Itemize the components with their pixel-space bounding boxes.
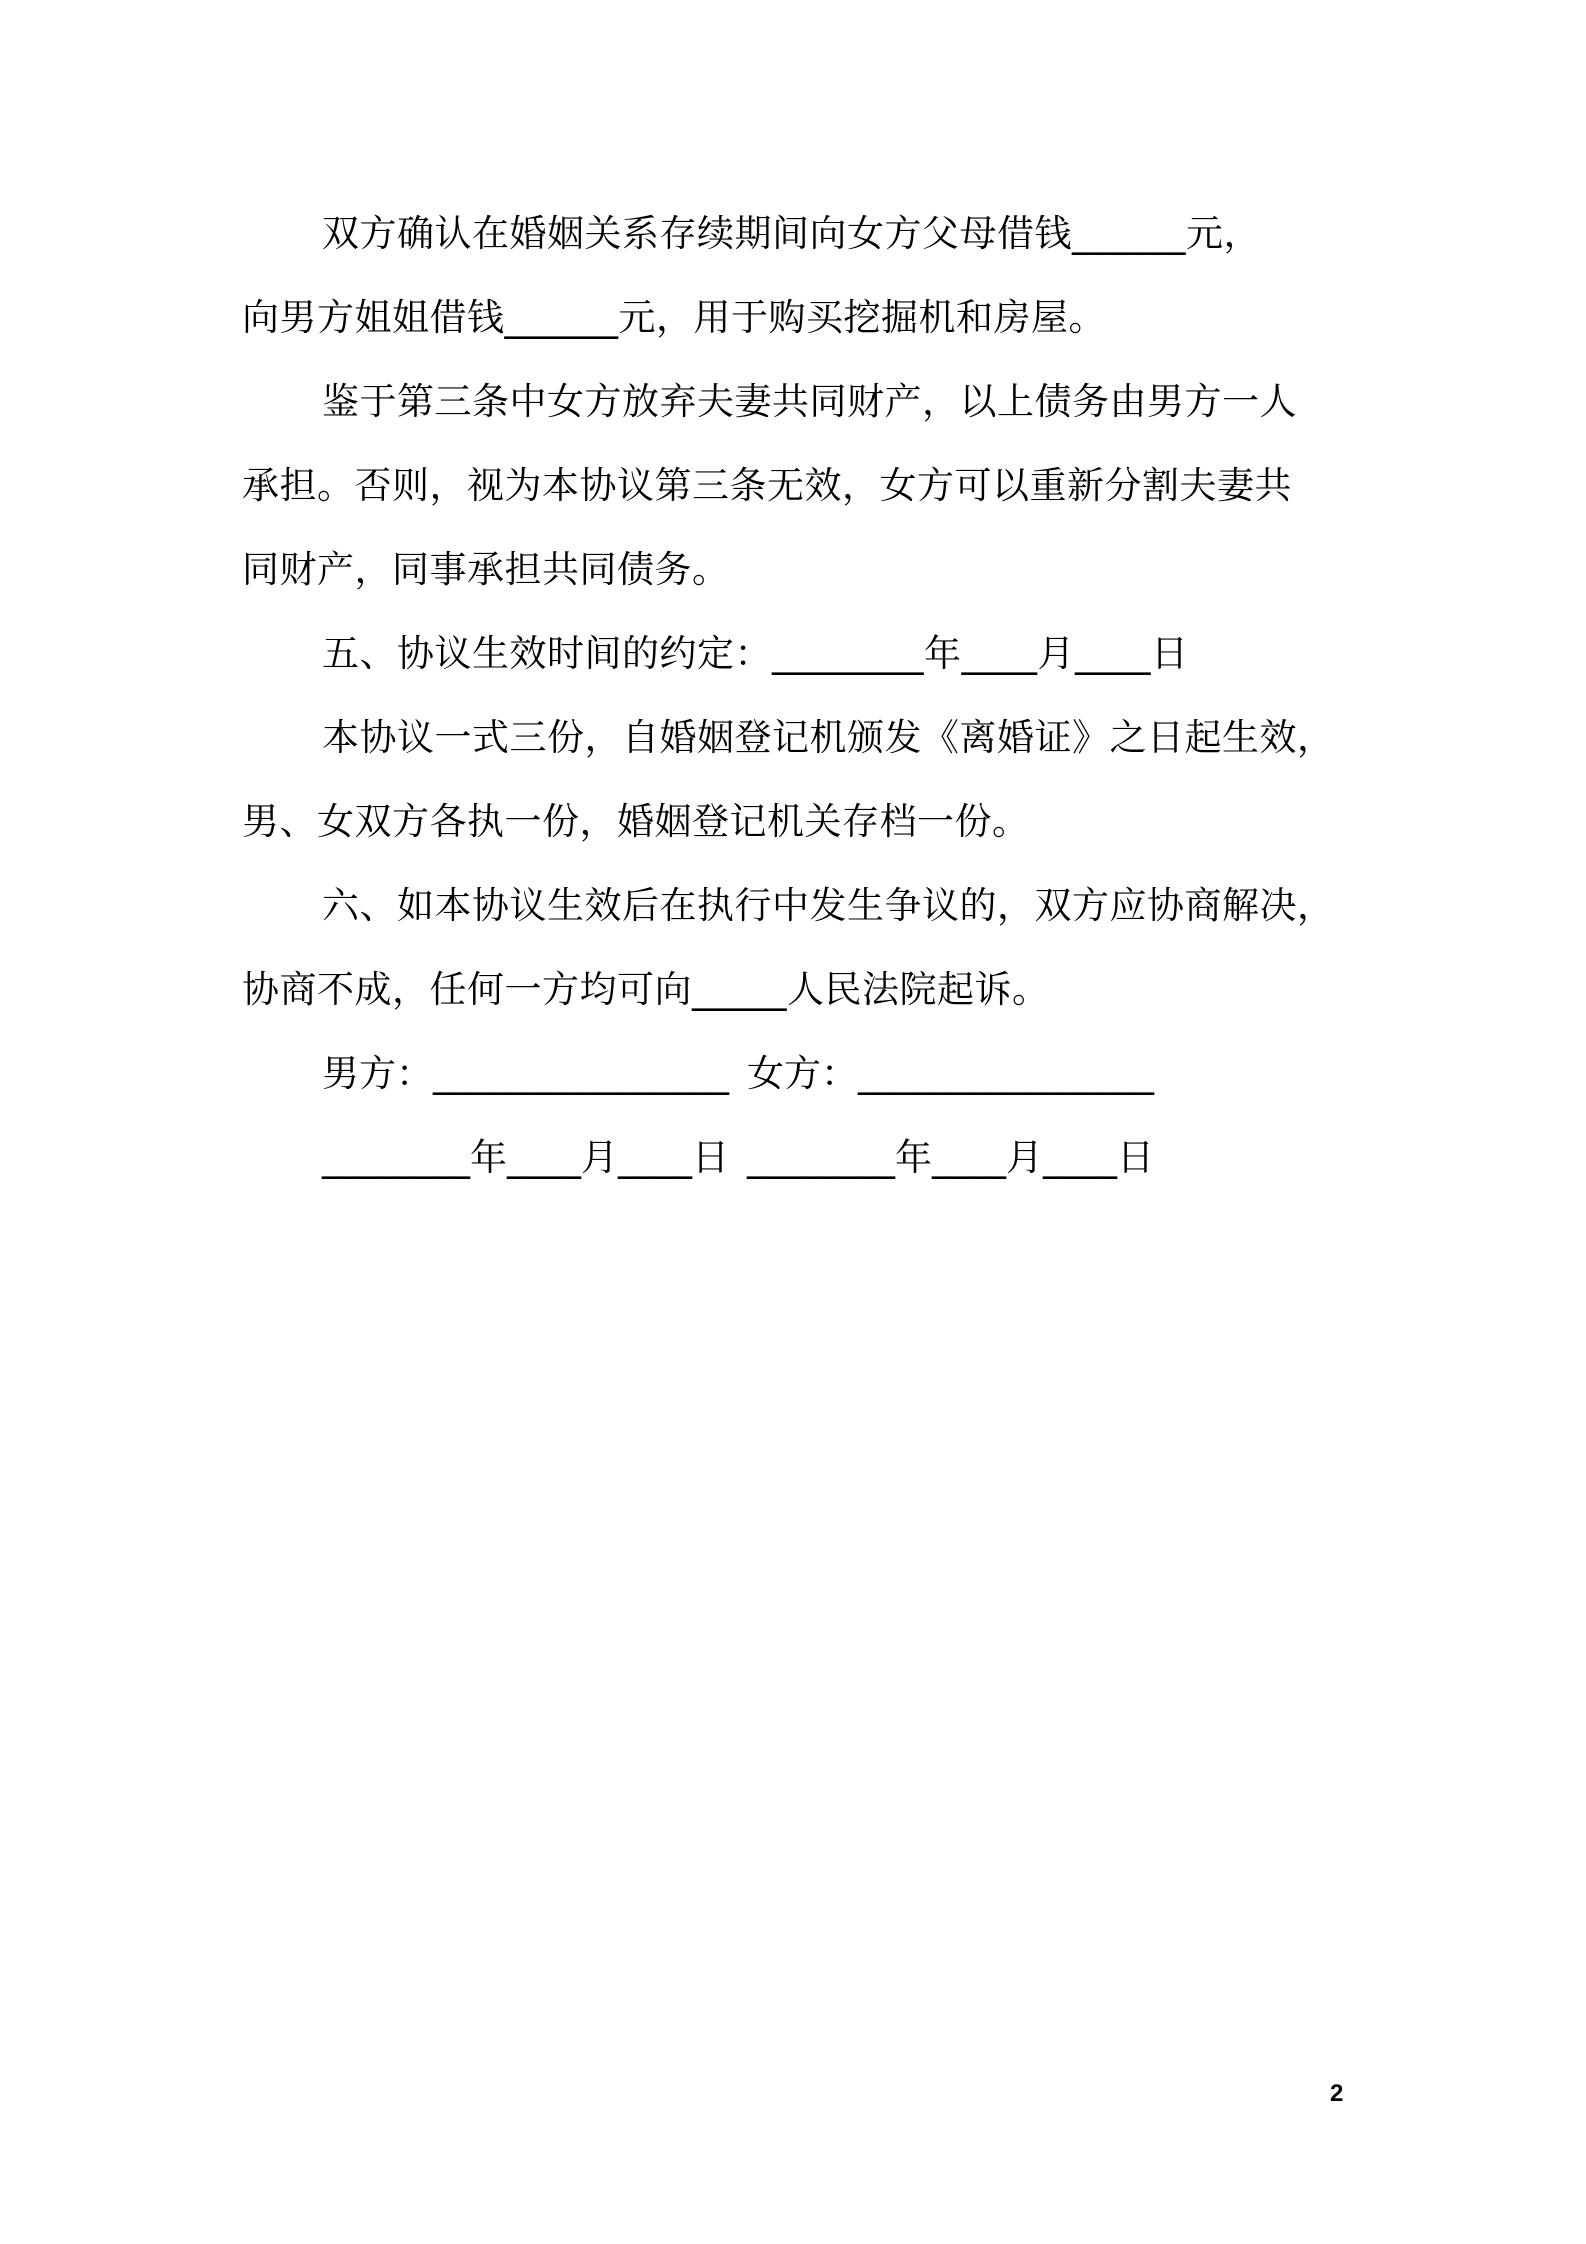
female-date-field: ________年____月____日 xyxy=(747,1136,1154,1179)
text-line: 承担。否则，视为本协议第三条无效，女方可以重新分割夫妻共 xyxy=(242,464,1292,507)
text-line: 同财产，同事承担共同债务。 xyxy=(242,548,730,591)
male-date-field: ________年____月____日 xyxy=(322,1136,729,1179)
text-line: 协商不成，任何一方均可向_____人民法院起诉。 xyxy=(242,968,1050,1011)
text-line: 五、协议生效时间的约定：________年____月____日 xyxy=(322,632,1189,675)
paragraph-loans xyxy=(242,192,1362,360)
section-five-heading xyxy=(242,612,1362,696)
text-line: 男、女双方各执一份，婚姻登记机关存档一份。 xyxy=(242,800,1030,843)
signature-names-row xyxy=(242,1032,1362,1116)
text-line: 六、如本协议生效后在执行中发生争议的，双方应协商解决， xyxy=(322,884,1335,927)
text-line: 鉴于第三条中女方放弃夫妻共同财产，以上债务由男方一人 xyxy=(322,380,1297,423)
agreement-body xyxy=(242,192,1362,1200)
text-line: 本协议一式三份，自婚姻登记机颁发《离婚证》之日起生效， xyxy=(322,716,1335,759)
page-number: 2 xyxy=(1330,2080,1344,2107)
paragraph-effective-date xyxy=(242,696,1362,864)
paragraph-debt-responsibility xyxy=(242,360,1362,612)
signature-dates-row xyxy=(242,1116,1362,1200)
section-six-dispute xyxy=(242,864,1362,1032)
male-signature-field: 男方：________________ xyxy=(322,1052,729,1095)
text-line: 双方确认在婚姻关系存续期间向女方父母借钱______元， xyxy=(322,212,1261,255)
text-line: 向男方姐姐借钱______元，用于购买挖掘机和房屋。 xyxy=(242,296,1106,339)
female-signature-field: 女方：________________ xyxy=(747,1052,1154,1095)
